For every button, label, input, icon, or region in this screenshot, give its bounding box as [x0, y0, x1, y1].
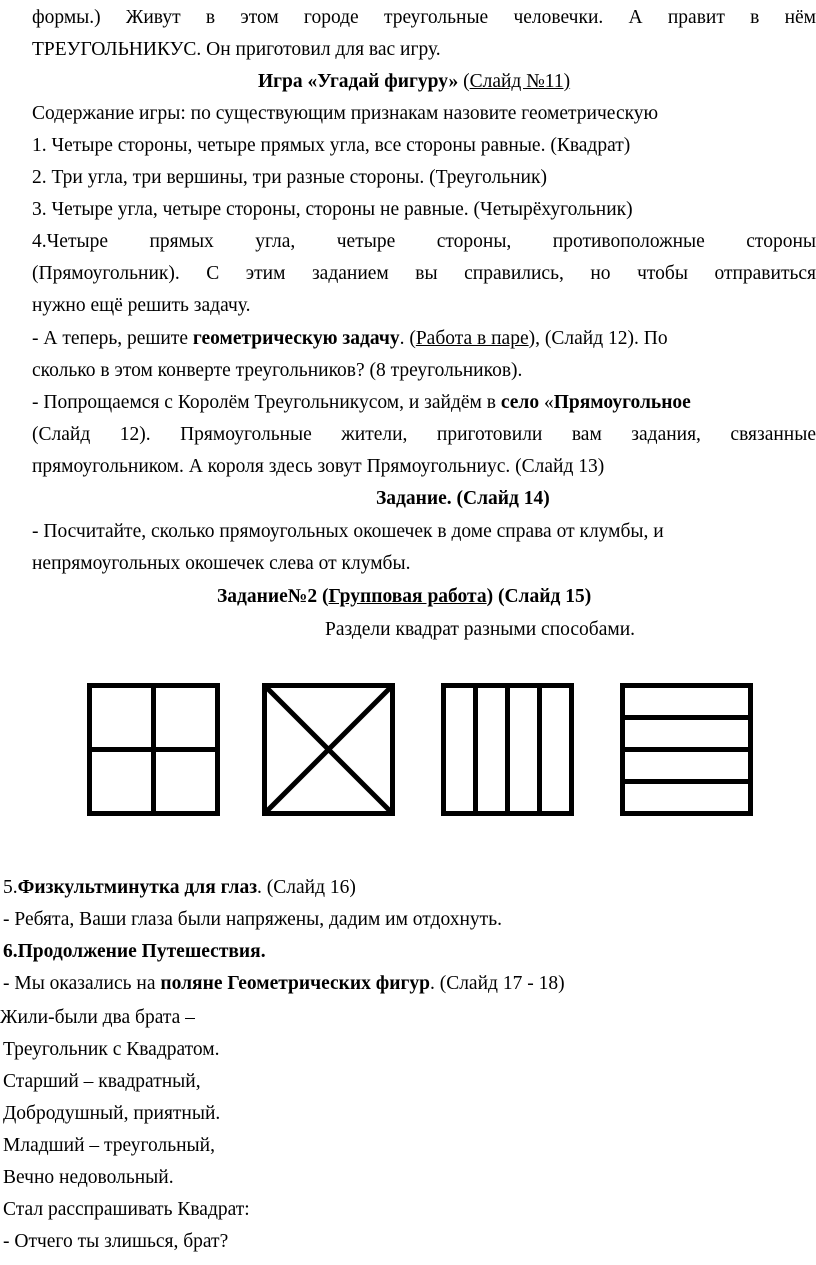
square-divided-vertical-strips — [441, 683, 574, 816]
text-line — [32, 391, 816, 415]
game-slide-open: ( — [458, 71, 470, 92]
list-item: 4.Четыре прямых угла, четыре стороны, противоположные стороны — [32, 231, 816, 252]
list-item: 2. Три угла, три вершины, три разные стороны. (Треугольник) — [32, 167, 547, 188]
text-line — [3, 972, 787, 996]
poem-line: - Отчего ты злишься, брат? — [3, 1231, 229, 1252]
text-line: - Посчитайте, сколько прямоугольных окошечек в доме справа от клумбы, и — [32, 521, 664, 542]
text-span: . (Слайд 17 - 18) — [429, 973, 565, 994]
text-span: 5. — [3, 877, 18, 898]
underlined-span: Групповая работа — [328, 586, 487, 607]
bold-span: село — [500, 392, 540, 413]
text-span: ) (Слайд 15) — [486, 586, 592, 607]
text-line — [32, 327, 816, 351]
list-item: 3. Четыре угла, четыре стороны, стороны не равные. (Четырёхугольник) — [32, 199, 633, 220]
poem-line: Младший – треугольный, — [3, 1135, 215, 1156]
bold-span: геометрическую задачу — [192, 328, 400, 349]
text-line: нужно ещё решить задачу. — [32, 295, 251, 316]
text-line: (Слайд 12). Прямоугольные жители, приготовили вам задания, связанные — [32, 424, 816, 445]
text-span: - Мы оказались на — [3, 973, 161, 994]
text-line: ТРЕУГОЛЬНИКУС. Он приготовил для вас игру. — [32, 39, 441, 60]
underlined-span: Работа в паре — [415, 328, 529, 349]
text-line: прямоугольником. А короля здесь зовут Прямоугольниус. (Слайд 13) — [32, 456, 605, 477]
poem-line: Треугольник с Квадратом. — [3, 1039, 220, 1060]
poem-line: Старший – квадратный, — [3, 1071, 201, 1092]
task-heading: Задание. (Слайд 14) — [376, 488, 550, 509]
square-divided-diagonally — [262, 683, 395, 816]
poem-line: Стал расспрашивать Квадрат: — [3, 1199, 250, 1220]
poem-line: Жили-были два брата – — [0, 1007, 195, 1028]
text-line: - Ребята, Ваши глаза были напряжены, дадим им отдохнуть. — [3, 909, 502, 930]
text-line: непрямоугольных окошечек слева от клумбы. — [32, 553, 411, 574]
square-divided-horizontal-strips — [620, 683, 753, 816]
text-line: (Прямоугольник). С этим заданием вы справились, но чтобы отправиться — [32, 263, 816, 284]
text-line: Содержание игры: по существующим признакам назовите геометрическую — [32, 103, 659, 124]
text-line: формы.) Живут в этом городе треугольные человечки. А правит в нём — [32, 7, 816, 28]
text-span: ), (Слайд 12). По — [528, 328, 668, 349]
poem-line: Добродушный, приятный. — [3, 1103, 221, 1124]
section-6-heading: 6.Продолжение Путешествия. — [3, 941, 266, 962]
bold-span: Прямоугольное — [553, 392, 691, 413]
text-span: . (Слайд 16) — [257, 877, 356, 898]
game-title: Игра «Угадай фигуру» — [258, 71, 459, 92]
text-span: « — [539, 392, 554, 413]
task2-heading — [217, 585, 797, 609]
section-5-heading — [3, 876, 787, 900]
bold-span: Физкультминутка для глаз — [17, 877, 258, 898]
text-line: сколько в этом конверте треугольников? (8 треугольников). — [32, 360, 523, 381]
text-span: - А теперь, решите — [32, 328, 193, 349]
square-divided-in-four — [87, 683, 220, 816]
poem-line: Вечно недовольный. — [3, 1167, 174, 1188]
game-slide-ref: Слайд №11) — [469, 71, 571, 92]
text-span: Задание№2 ( — [217, 586, 329, 607]
text-span: - Попрощаемся с Королём Треугольникусом, и зайдём в — [32, 392, 501, 413]
text-span: . ( — [399, 328, 416, 349]
task2-instruction: Раздели квадрат разными способами. — [325, 619, 636, 640]
bold-span: поляне Геометрических фигур — [160, 973, 430, 994]
game-heading — [258, 70, 758, 94]
list-item: 1. Четыре стороны, четыре прямых угла, все стороны равные. (Квадрат) — [32, 135, 631, 156]
